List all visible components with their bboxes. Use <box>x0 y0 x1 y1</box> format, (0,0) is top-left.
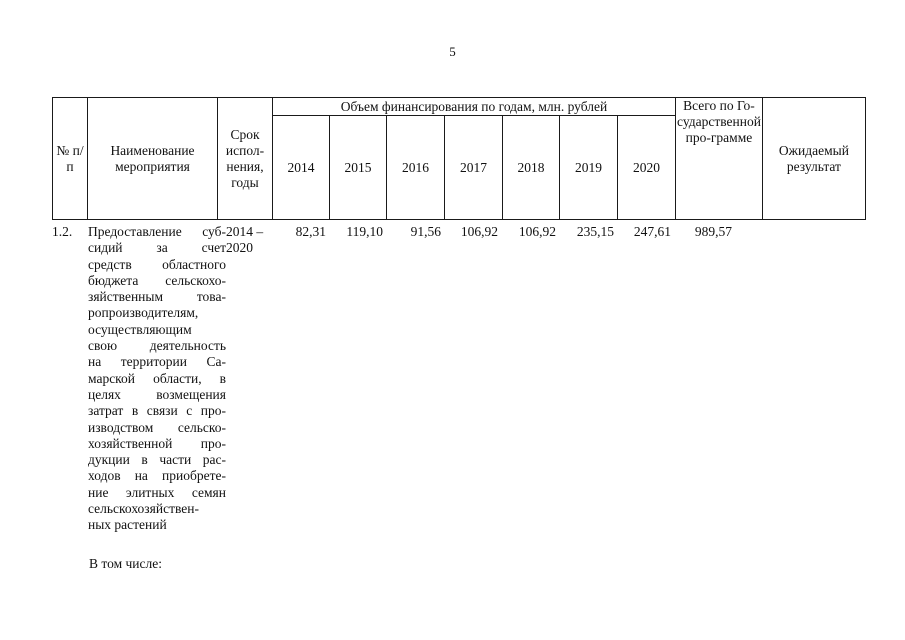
name-line: сидий за счет <box>88 240 226 256</box>
name-line: на территории Са- <box>88 354 226 370</box>
header-term: Срок испол-нения, годы <box>218 98 273 220</box>
name-line: средств областного <box>88 256 226 272</box>
name-line: осуществляющим <box>88 321 192 337</box>
header-name: Наименование мероприятия <box>88 98 218 220</box>
value-2017: 106,92 <box>460 224 498 239</box>
header-year: 2017 <box>445 116 503 220</box>
header-result: Ожидаемый результат <box>762 98 865 220</box>
header-year: 2019 <box>560 116 618 220</box>
name-line: изводством сельско- <box>88 419 226 435</box>
value-2014: 82,31 <box>295 224 326 239</box>
name-line: зяйственным това- <box>88 289 226 305</box>
header-year: 2018 <box>503 116 560 220</box>
term-line: 2020 <box>226 240 253 256</box>
value-2020: 247,61 <box>633 224 671 239</box>
header-year: 2014 <box>273 116 330 220</box>
header-funding: Объем финансирования по годам, млн. рублей <box>273 98 676 116</box>
name-line: сельскохозяйствен- <box>88 501 199 517</box>
name-line: дукции в части рас- <box>88 452 226 468</box>
name-line: свою деятельность <box>88 338 226 354</box>
header-table <box>52 97 866 220</box>
name-line: ропроизводителям, <box>88 305 199 321</box>
row-term <box>226 224 272 257</box>
row-number: 1.2. <box>52 224 73 239</box>
page-number: 5 <box>449 44 456 59</box>
name-line: хозяйственной про- <box>88 435 226 451</box>
term-line: 2014 – <box>226 224 264 239</box>
name-line: ходов на приобрете- <box>88 468 226 484</box>
name-line: бюджета сельскохо- <box>88 272 226 288</box>
subnote: В том числе: <box>89 556 162 571</box>
name-line: марской области, в <box>88 370 226 386</box>
header-year: 2020 <box>618 116 676 220</box>
name-line: Предоставление суб- <box>88 224 226 239</box>
name-line: затрат в связи с про- <box>88 403 226 419</box>
header-total: Всего по Го-сударственной про-грамме <box>676 98 763 220</box>
header-year: 2016 <box>387 116 445 220</box>
value-2018: 106,92 <box>518 224 556 239</box>
value-2015: 119,10 <box>346 224 383 239</box>
header-year: 2015 <box>330 116 387 220</box>
name-line: ние элитных семян <box>88 484 226 500</box>
header-num: № п/п <box>53 98 88 220</box>
name-line: целях возмещения <box>88 386 226 402</box>
value-total: 989,57 <box>694 224 732 239</box>
name-line: ных растений <box>88 517 167 533</box>
value-2016: 91,56 <box>410 224 441 239</box>
value-2019: 235,15 <box>576 224 614 239</box>
row-name <box>88 224 226 534</box>
